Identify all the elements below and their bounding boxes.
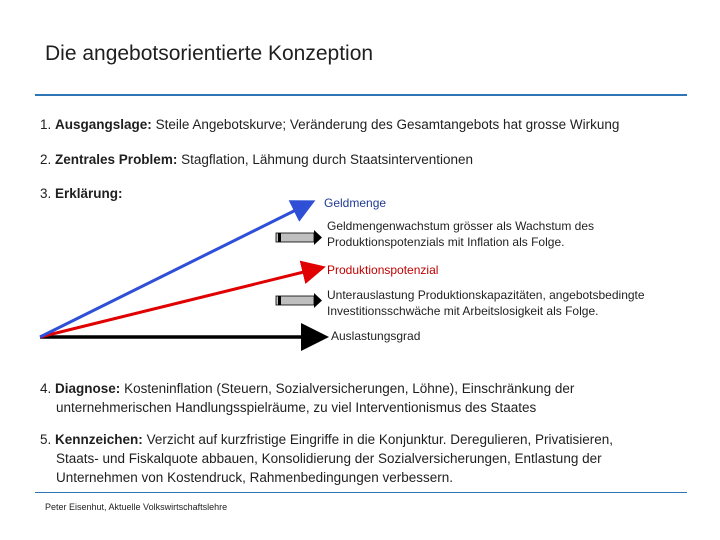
page-title: Die angebotsorientierte Konzeption xyxy=(45,42,374,65)
unterauslastung-description-line-2: Investitionsschwäche mit Arbeitslosigkeit als Folge. xyxy=(327,304,599,318)
unterauslastung-description-line-1: Unterauslastung Produktionskapazitäten, angebotsbedingte xyxy=(327,288,645,302)
produktionspotenzial-label: Produktionspotenzial xyxy=(327,263,439,277)
point-2-text: Stagflation, Lähmung durch Staatsinterventionen xyxy=(181,152,474,167)
point-3-number: 3. xyxy=(40,186,52,201)
point-2-number: 2. xyxy=(40,152,52,167)
geldmenge-description xyxy=(327,218,594,250)
footer-divider xyxy=(35,492,687,493)
point-4-text: Kosteninflation (Steuern, Sozialversicherungen, Löhne), Einschränkung der xyxy=(124,381,575,396)
auslastungsgrad-label: Auslastungsgrad xyxy=(331,329,421,343)
point-4 xyxy=(40,379,680,417)
point-5-number: 5. xyxy=(40,432,52,447)
point-1-number: 1. xyxy=(40,117,52,132)
footer-credit: Peter Eisenhut, Aktuelle Volkswirtschaftslehre xyxy=(45,502,228,512)
gap-arrow-upper xyxy=(276,230,322,245)
point-4-number: 4. xyxy=(40,381,52,396)
geldmenge-description-line-2: Produktionspotenzials mit Inflation als Folge. xyxy=(327,235,565,249)
point-2-heading: Zentrales Problem: xyxy=(55,152,178,167)
point-5-text: Verzicht auf kurzfristige Eingriffe in die Konjunktur. Deregulieren, Privatisieren, xyxy=(146,432,614,447)
point-5-text-line-2: Staats- und Fiskalquote abbauen, Konsolidierung der Sozialversicherungen, Entlastung der xyxy=(56,451,602,466)
point-5 xyxy=(40,430,690,487)
gap-arrow-lower xyxy=(276,293,322,308)
geldmenge-label: Geldmenge xyxy=(324,196,387,210)
point-1-heading: Ausgangslage: xyxy=(55,117,152,132)
point-5-heading: Kennzeichen: xyxy=(55,432,143,447)
point-5-text-line-3: Unternehmen von Kostendruck, Rahmenbedingungen verbessern. xyxy=(56,470,453,485)
geldmenge-arrow xyxy=(40,203,310,337)
point-3-heading: Erklärung: xyxy=(55,186,123,201)
geldmenge-description-line-1: Geldmengenwachstum grösser als Wachstum des xyxy=(327,219,594,233)
unterauslastung-description xyxy=(327,287,645,319)
point-4-text-line-2: unternehmerischen Handlungsspielräume, zu viel Interventionismus des Staates xyxy=(56,400,537,415)
point-4-heading: Diagnose: xyxy=(55,381,121,396)
point-1-text: Steile Angebotskurve; Veränderung des Gesamtangebots hat grosse Wirkung xyxy=(155,117,620,132)
